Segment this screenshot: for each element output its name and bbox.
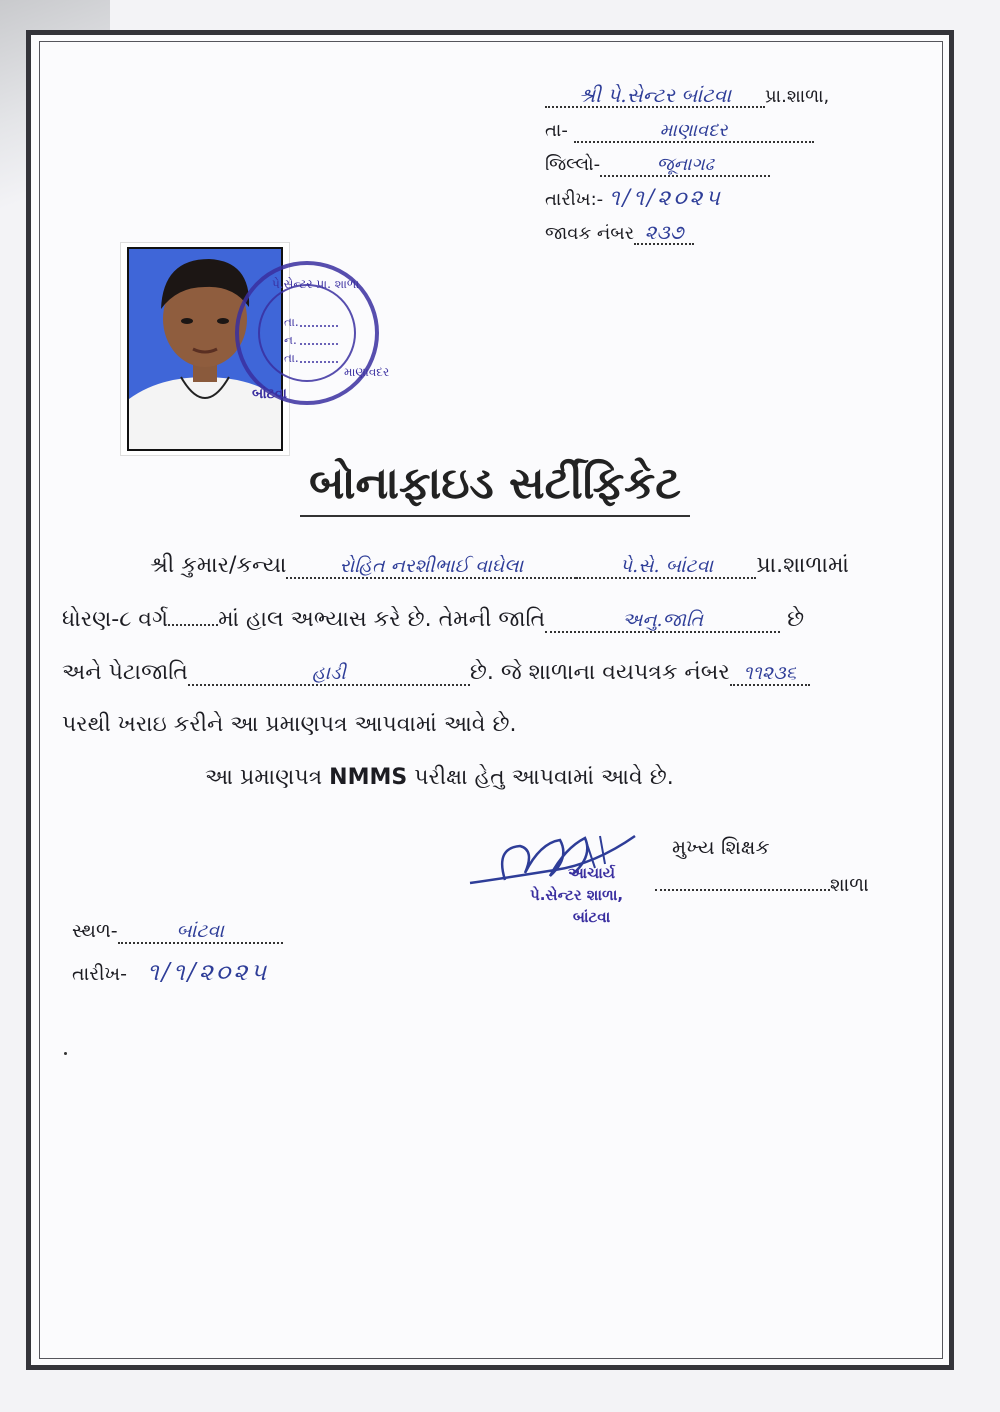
- place-label: સ્થળ-: [72, 920, 118, 942]
- outward-label: જાવક નંબર: [545, 223, 635, 244]
- stamp-line1: તા.: [284, 315, 299, 329]
- principal-stamp-line3: બાંટવા: [572, 908, 611, 926]
- stamp-line2: ન.: [284, 333, 297, 347]
- stamp-bottom-text: બાંટવા: [252, 386, 287, 402]
- date-value: ૧/૧/૨૦૨૫: [608, 186, 723, 211]
- line1-suffix: પ્રા.શાળામાં: [756, 553, 849, 578]
- subcaste-value: હાડી: [188, 663, 470, 686]
- taluka-line: [545, 114, 905, 148]
- outward-value: ૨૩૭: [634, 221, 694, 245]
- principal-stamp-line2: પે.સેન્ટર શાળા,: [530, 886, 624, 904]
- date-line: [545, 182, 905, 217]
- stray-dot: [64, 1052, 67, 1055]
- footer-date-label: તારીખ-: [72, 963, 127, 985]
- place-value: બાંટવા: [118, 921, 283, 944]
- school-written: પે.સે. બાંટવા: [576, 556, 756, 579]
- body-line-2: [62, 607, 804, 633]
- subcaste-prefix: અને પેટાજાતિ: [62, 660, 188, 685]
- district-value: જૂનાગઢ: [600, 155, 770, 177]
- register-number: ૧૧૨૩૬: [730, 663, 810, 686]
- std-text: માં હાલ અભ્યાસ કરે છે. તેમની જાતિ: [218, 607, 546, 632]
- principal-stamp: [530, 862, 624, 928]
- name-prefix: શ્રી કુમાર/કન્યા: [150, 553, 287, 578]
- std-prefix: ધોરણ-૮ વર્ગ: [62, 607, 169, 632]
- class-blank: [168, 624, 218, 626]
- date-label: તારીખ:-: [545, 189, 604, 210]
- taluka-label: તા-: [545, 120, 568, 141]
- header-block: [545, 80, 905, 251]
- school-stamp-seal: [232, 258, 390, 408]
- school-line: [545, 80, 905, 114]
- line3-mid: છે. જે શાળાના વયપત્રક નંબર: [469, 660, 730, 685]
- footer-date-value: ૧/૧/૨૦૨૫: [147, 958, 270, 986]
- signature-role: મુખ્ય શિક્ષક: [672, 835, 770, 859]
- body-line-1: [150, 553, 849, 579]
- line5-prefix: આ પ્રમાણપત્ર: [205, 765, 323, 790]
- student-name: રોહિત નરશીભાઈ વાઘેલા: [286, 556, 576, 579]
- signature-school-suffix: શાળા: [830, 874, 869, 896]
- place-line: [72, 920, 283, 944]
- signature-school-blank: [655, 889, 830, 891]
- school-name: શ્રી પે.સેન્ટર બાંટવા: [545, 84, 765, 108]
- line2-suffix: છે: [787, 607, 805, 632]
- principal-stamp-line1: આચાર્ય: [568, 864, 616, 882]
- stamp-right-text: માણાવદર: [344, 365, 390, 379]
- school-suffix: પ્રા.શાળા,: [765, 86, 830, 107]
- stamp-line3: તા.: [284, 351, 299, 365]
- footer-date-line: [72, 958, 269, 986]
- signature-school-line: [655, 874, 869, 896]
- outward-line: [545, 217, 905, 251]
- stamp-top-text: પે.સેન્ટર પ્રા. શાળા: [272, 277, 360, 291]
- body-line-5: [205, 765, 674, 790]
- district-label: જિલ્લો-: [545, 154, 601, 175]
- line5-suffix: પરીક્ષા હેતુ આપવામાં આવે છે.: [414, 765, 674, 790]
- certificate-title: બોનાફાઇડ સર્ટીફિકેટ: [300, 458, 690, 517]
- body-line-3: [62, 660, 810, 686]
- body-line-4: પરથી ખરાઇ કરીને આ પ્રમાણપત્ર આપવામાં આવે છે.: [62, 712, 517, 737]
- taluka-value: માણાવદર: [574, 121, 814, 143]
- caste-value: અનુ.જાતિ: [545, 610, 780, 633]
- district-line: [545, 148, 905, 182]
- exam-name: NMMS: [329, 765, 408, 790]
